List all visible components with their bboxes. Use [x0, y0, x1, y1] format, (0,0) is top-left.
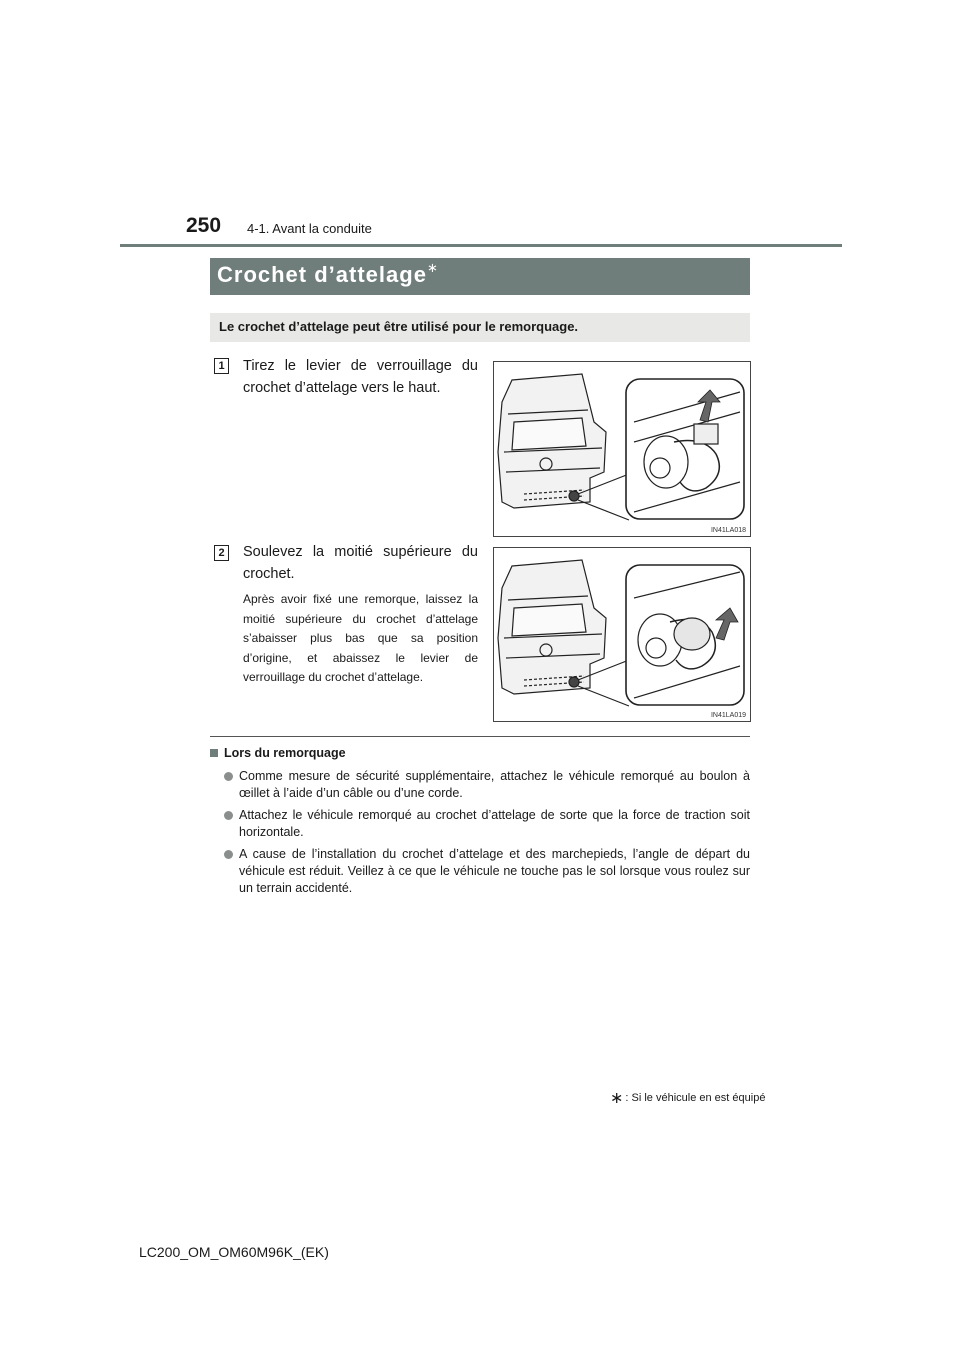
- header-rule: [120, 244, 842, 247]
- step-2-badge: 2: [214, 545, 229, 561]
- step-2-note: Après avoir fixé une remorque, laissez la moitié supérieure du crochet d’attelage s’abaisser plus bas que sa position d’origine, et abaissez le levier de verrouillage du crochet d’attelage.: [243, 592, 478, 684]
- note-item: [224, 846, 750, 897]
- note-item-text: Attachez le véhicule remorqué au crochet d’attelage de sorte que la force de traction soit horizontale.: [239, 808, 750, 839]
- note-item: [224, 807, 750, 841]
- bullet-dot-icon: [224, 772, 233, 781]
- document-id: LC200_OM_OM60M96K_(EK): [139, 1244, 329, 1260]
- footnote-text: : Si le véhicule en est équipé: [625, 1092, 766, 1104]
- notes-heading: [210, 746, 346, 760]
- figure-step-1: [493, 361, 751, 537]
- figure-1-code: IN41LA018: [710, 527, 746, 534]
- note-item: [224, 768, 750, 802]
- step-1-badge: 1: [214, 358, 229, 374]
- square-bullet-icon: [210, 749, 218, 757]
- page-title-text: Crochet d’attelage: [217, 262, 427, 287]
- title-bar: [210, 258, 750, 295]
- hook-lever-illustration: [494, 362, 750, 536]
- step-1-text: Tirez le levier de verrouillage du crochet d’attelage vers le haut.: [243, 358, 478, 396]
- page-number: 250: [186, 214, 222, 237]
- asterisk-icon: ∗: [610, 1090, 624, 1107]
- note-item-text: Comme mesure de sécurité supplémentaire, attachez le véhicule remorqué au boulon à œillet à l’aide d’un câble ou d’une corde.: [239, 769, 750, 800]
- intro-text: Le crochet d’attelage peut être utilisé pour le remorquage.: [219, 319, 579, 334]
- note-item-text: A cause de l’installation du crochet d’attelage et des marchepieds, l’angle de départ du véhicule est réduit. Veillez à ce que le véhicule ne touche pas le sol lorsque vous roulez sur un terrain accidenté.: [239, 847, 750, 895]
- bullet-dot-icon: [224, 811, 233, 820]
- hook-raise-illustration: [494, 548, 750, 721]
- footnote: [610, 1088, 765, 1108]
- notes-heading-text: Lors du remorquage: [224, 746, 346, 760]
- figure-step-2: [493, 547, 751, 722]
- page-title: [217, 262, 439, 288]
- notes-divider: [210, 736, 750, 737]
- intro-box: [210, 313, 750, 342]
- equipment-mark: ∗: [426, 260, 439, 275]
- bullet-dot-icon: [224, 850, 233, 859]
- section-label: 4-1. Avant la conduite: [247, 221, 372, 236]
- figure-2-code: IN41LA019: [710, 712, 746, 719]
- step-2-text: Soulevez la moitié supérieure du crochet.: [243, 544, 478, 582]
